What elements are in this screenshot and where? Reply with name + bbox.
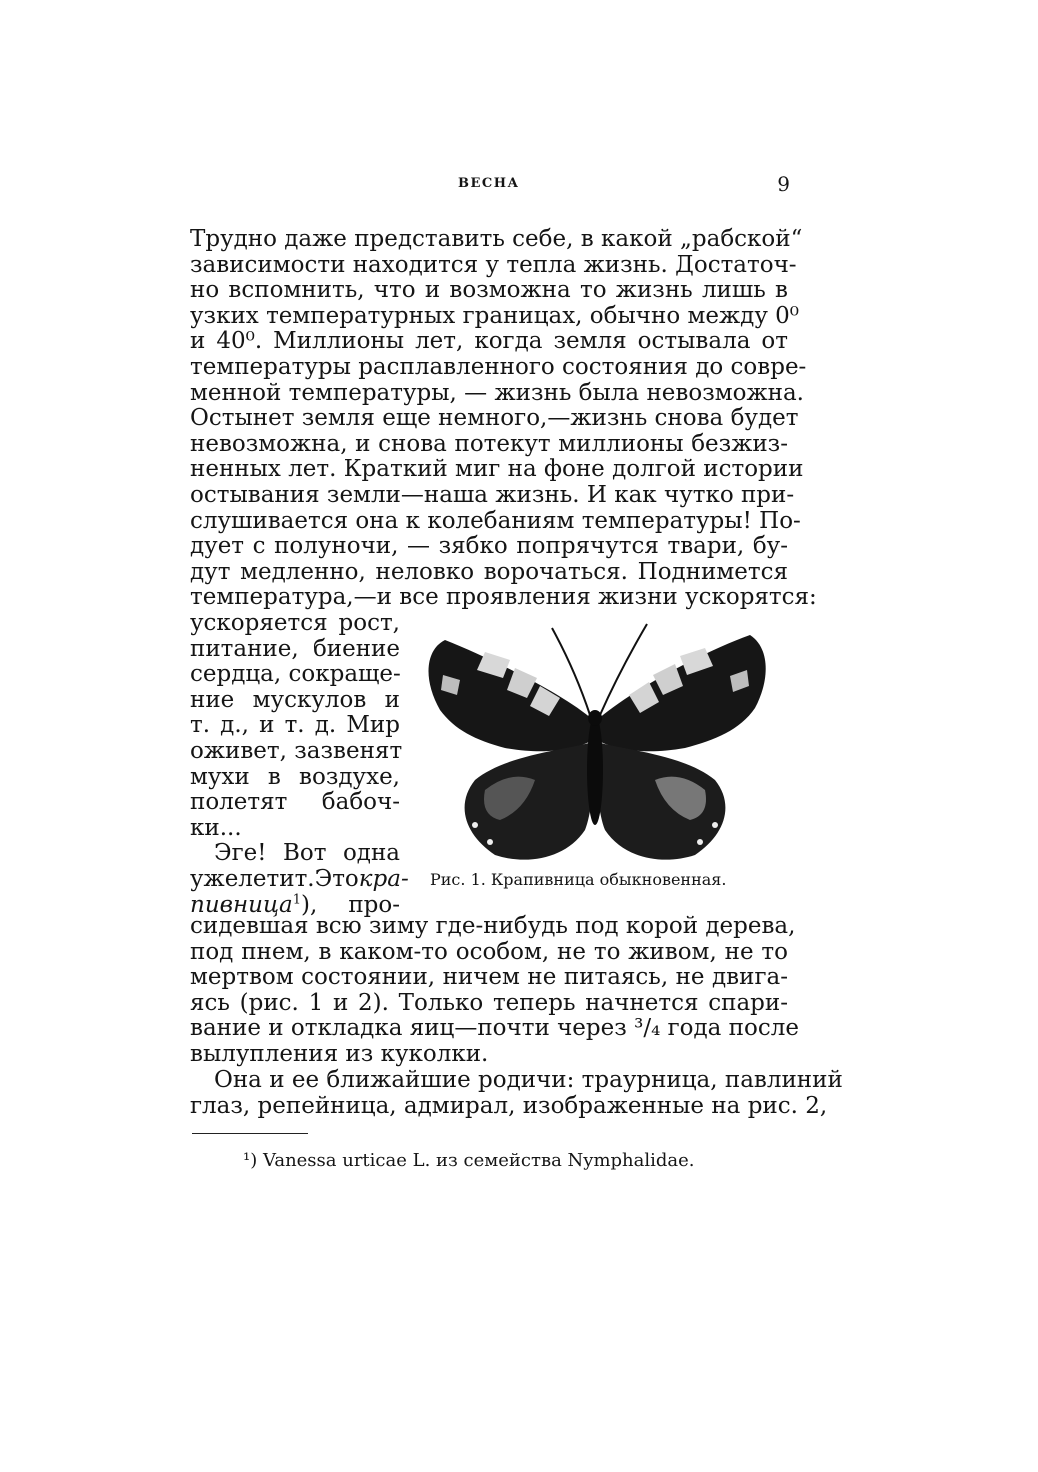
text-line: Эге! Вот одна [214,840,400,867]
text-line: ненных лет. Краткий миг на фоне долгой истории [190,456,804,483]
text-line: оживет, зазвенят [190,737,403,764]
footnote-text: Vanessa urticae L. из семейства Nymphalidae. [262,1150,695,1171]
butterfly-figure [415,620,775,870]
text-line: под пнем, в каком-то особом, не то живом, не то [190,938,788,965]
butterfly-icon [415,620,775,870]
wrapped-text-column [190,610,409,918]
text-line: Остынет земля еще немного,—жизнь снова будет [190,405,799,432]
text-line: слушивается она к колебаниям температуры! По- [190,507,801,534]
text-line: узких температурных границах, обычно между 0⁰ [190,302,800,329]
text-line: вание и откладка яиц—почти через ³/₄ года после [190,1015,799,1042]
footnote [243,1150,695,1171]
text-line: невозможна, и снова потекут миллионы безжиз- [190,430,788,457]
text-line: ние мускулов и [190,686,400,713]
text-line: мертвом состоянии, ничем не питаясь, не двига- [190,964,788,991]
figure-caption: Рис. 1. Крапивница обыкновенная. [430,870,727,889]
text-line: Она и ее ближайшие родичи: траурница, павлиний [214,1067,843,1093]
text-line: питание, биение [190,635,400,662]
footnote-reference: 1 [292,891,302,907]
paragraph-1 [190,226,817,611]
text-line [190,865,409,893]
text-line: мухи в воздухе, [190,763,400,790]
text-run: ужелетит.Это [190,865,359,892]
species-name-italic: пивница [190,891,293,918]
text-line: полетят бабоч- [190,789,400,816]
footnote-divider [192,1133,308,1134]
text-line: Трудно даже представить себе, в какой „рабской“ [190,226,803,252]
text-run: ), про- [301,891,400,918]
text-line: глаз, репейница, адмирал, изображенные на рис. 2, [190,1092,828,1119]
text-line: зависимости находится у тепла жизнь. Достаточ- [190,251,797,278]
text-line: ускоряется рост, [190,610,400,636]
text-line: температуры расплавленного состояния до совре- [190,353,807,380]
text-line: температура,—и все проявления жизни ускорятся: [190,584,817,611]
text-line: но вспомнить, что и возможна то жизнь лишь в [190,277,788,304]
text-line: остывания земли—наша жизнь. И как чутко при- [190,481,795,508]
text-line: менной температуры, — жизнь была невозможна. [190,379,804,406]
text-line: сидевшая всю зиму где-нибудь под корой дерева, [190,913,796,939]
page-header [190,172,790,196]
text-line: вылупления из куколки. [190,1040,489,1067]
text-line: дует с полуночи, — зябко попрячутся твари, бу- [190,533,788,560]
text-line: ки... [190,814,242,841]
text-line: т. д., и т. д. Мир [190,712,400,739]
paragraph-3 [190,1067,843,1119]
running-head: ВЕСНА [458,176,520,191]
page-number: 9 [777,172,790,196]
text-line: дут медленно, неловко ворочаться. Поднимется [190,558,788,585]
species-name-italic: кра- [358,865,409,892]
text-line: сердца, сокраще- [190,661,401,688]
text-line: ясь (рис. 1 и 2). Только теперь начнется спари- [190,989,788,1016]
paragraph-2 [190,913,799,1068]
text-line: и 40⁰. Миллионы лет, когда земля остывала от [190,328,788,355]
footnote-marker: ¹) [243,1150,258,1171]
